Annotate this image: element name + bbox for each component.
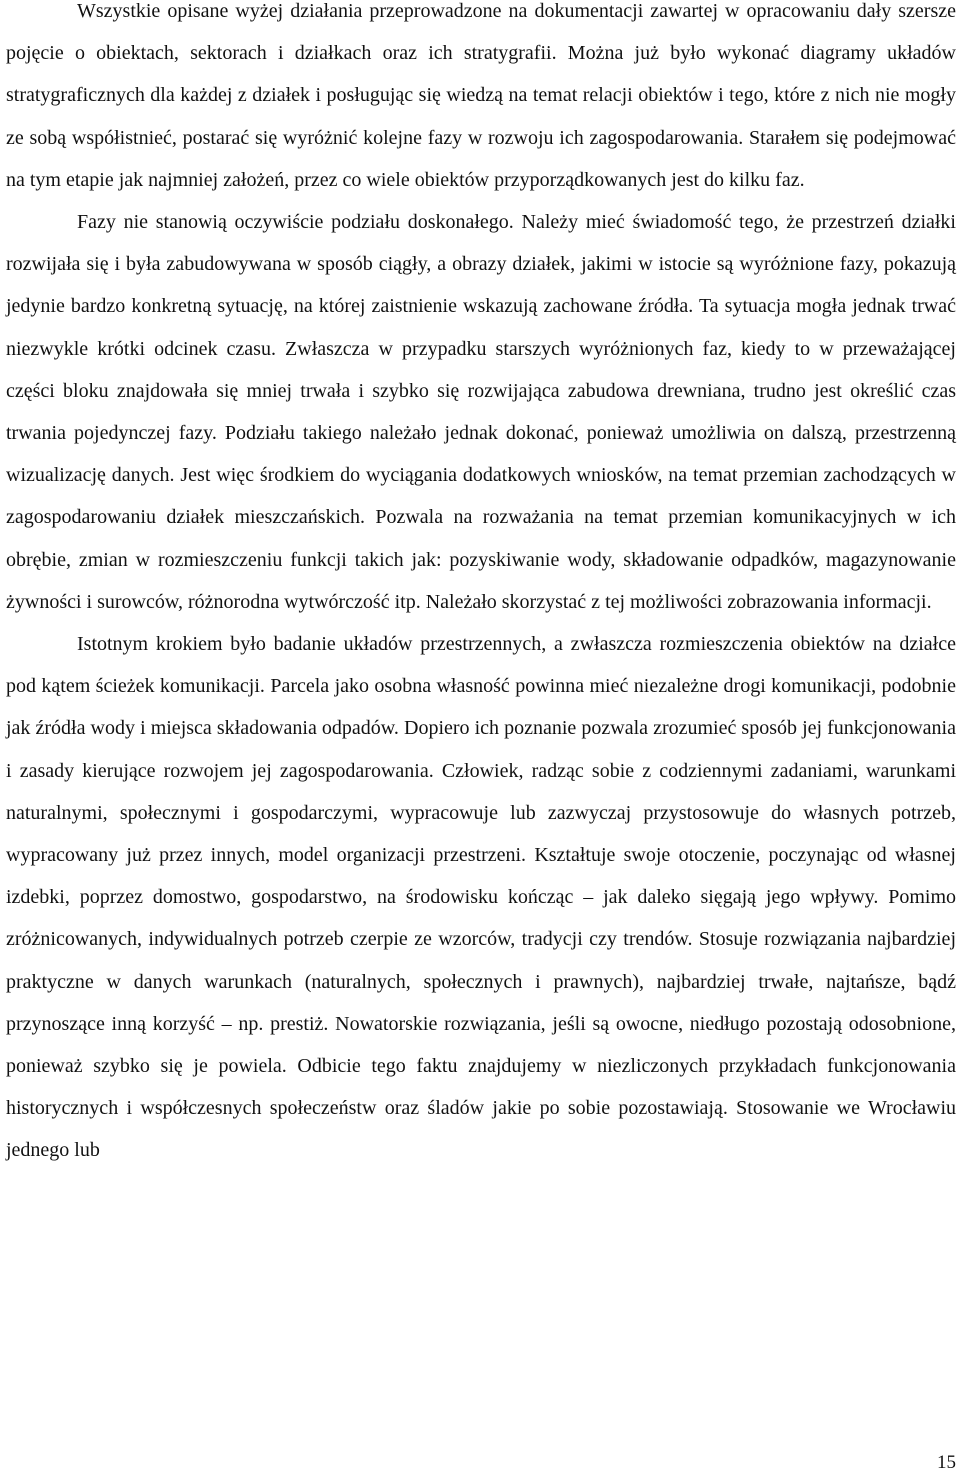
paragraph-3: Istotnym krokiem było badanie układów przestrzennych, a zwłaszcza rozmieszczenia obiektów na działce pod kątem ścieżek komunikacji. Parcela jako osobna własność powinna mieć niezależne drogi komunikacji, podobnie jak źródła wody i miejsca składowania odpadów. Dopiero ich poznanie pozwala zrozumieć sposób jej funkcjonowania i zasady kierujące rozwojem jej zagospodarowania. Człowiek, radząc sobie z codziennymi zadaniami, warunkami naturalnymi, społecznymi i gospodarczymi, wypracowuje lub zazwyczaj przystosowuje do własnych potrzeb, wypracowany już przez innych, model organizacji przestrzeni. Kształtuje swoje otoczenie, poczynając od własnej izdebki, poprzez domostwo, gospodarstwo, na środowisku kończąc – jak daleko sięgają jego wpływy. Pomimo zróżnicowanych, indywidualnych potrzeb czerpie ze wzorców, tradycji czy trendów. Stosuje rozwiązania najbardziej praktyczne w danych warunkach (naturalnych, społecznych i prawnych), najbardziej trwałe, najtańsze, bądź przynoszące inną korzyść – np. prestiż. Nowatorskie rozwiązania, jeśli są owocne, niedługo pozostają odosobnione, ponieważ szybko się je powiela. Odbicie tego faktu znajdujemy w niezliczonych przykładach funkcjonowania historycznych i współczesnych społeczeństw oraz śladów jakie po sobie pozostawiają. Stosowanie we Wrocławiu jednego lub [6,633,956,1162]
paragraph-1: Wszystkie opisane wyżej działania przeprowadzone na dokumentacji zawartej w opracowaniu dały szersze pojęcie o obiektach, sektorach i działkach oraz ich stratygrafii. Można już było wykonać diagramy układów stratygraficznych dla każdej z działek i posługując się wiedzą na temat relacji obiektów i tego, które z nich nie mogły ze sobą współistnieć, postarać się wyróżnić kolejne fazy w rozwoju ich zagospodarowania. Starałem się podejmować na tym etapie jak najmniej założeń, przez co wiele obiektów przyporządkowanych jest do kilku faz. [6,0,956,191]
page-number: 15 [937,1452,956,1473]
paragraph-2: Fazy nie stanowią oczywiście podziału doskonałego. Należy mieć świadomość tego, że przestrzeń działki rozwijała się i była zabudowywana w sposób ciągły, a obrazy działek, jakimi w istocie są wyróżnione fazy, pokazują jedynie bardzo konkretną sytuację, na której zaistnienie wskazują zachowane źródła. Ta sytuacja mogła jednak trwać niezwykle krótki odcinek czasu. Zwłaszcza w przypadku starszych wyróżnionych faz, kiedy to w przeważającej części bloku znajdowała się mniej trwała i szybko się rozwijająca zabudowa drewniana, trudno jest określić czas trwania pojedynczej fazy. Podziału takiego należało jednak dokonać, ponieważ umożliwia on dalszą, przestrzenną wizualizację danych. Jest więc środkiem do wyciągania dodatkowych wniosków, na temat przemian zachodzących w zagospodarowaniu działek mieszczańskich. Pozwala na rozważania na temat przemian komunikacyjnych w ich obrębie, zmian w rozmieszczeniu funkcji takich jak: pozyskiwanie wody, składowanie odpadków, magazynowanie żywności i surowców, różnorodna wytwórczość itp. Należało skorzystać z tej możliwości zobrazowania informacji. [6,211,956,613]
body-text [6,0,956,1172]
